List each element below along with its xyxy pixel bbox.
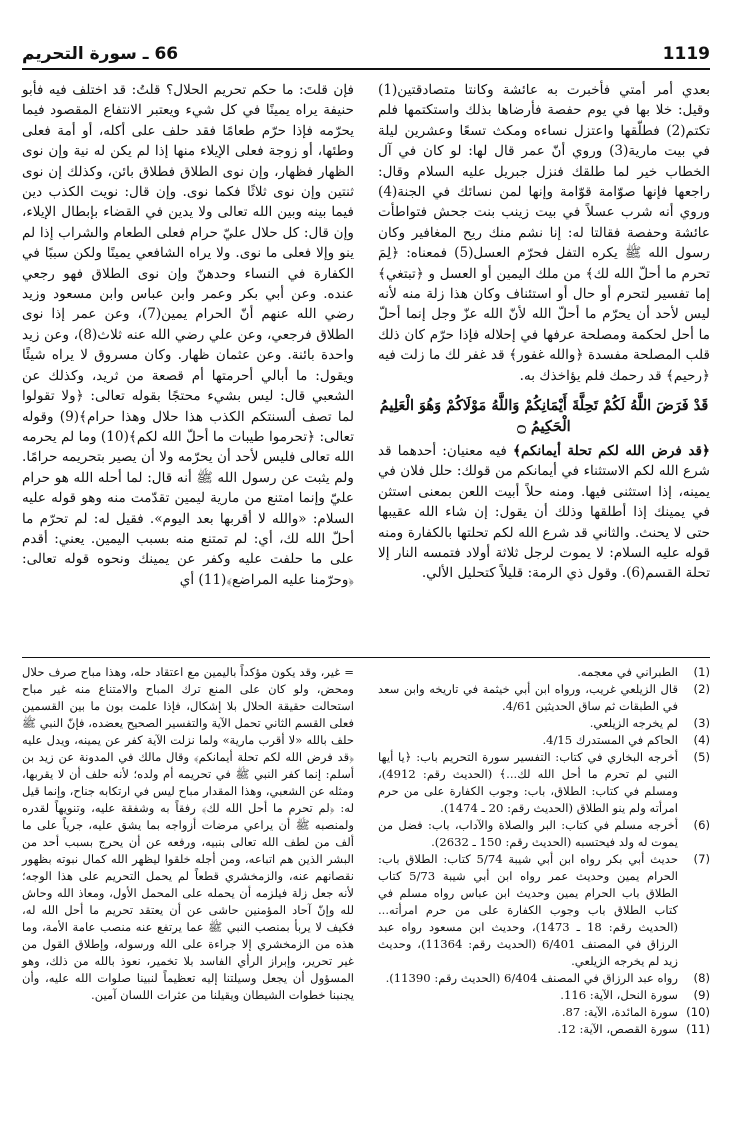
left-column: [22, 80, 354, 590]
footnote-list: [378, 664, 710, 1038]
footnote-number: (4): [693, 733, 710, 747]
footnote-item: [378, 1004, 710, 1021]
footnote-text: أخرجه البخاري في كتاب: التفسير سورة التحريم باب: ﴿يا أيها النبي لم تحرم ما أحل الله لك...﴾ (الحديث رقم: 4912)، ومسلم في كتاب: الطلاق، باب: وجوب الكفارة على من حرم امرأته ولم ينو الطلاق (الحديث رقم: 20 ـ 1474).: [378, 750, 678, 815]
footnote-item: [378, 732, 710, 749]
footnote-number: (5): [693, 750, 710, 764]
surah-title: 66 ـ سورة التحريم: [22, 44, 179, 64]
footnote-number: (11): [686, 1022, 710, 1036]
footnote-item: [378, 987, 710, 1004]
footnote-text: أخرجه مسلم في كتاب: البر والصلاة والآداب، باب: فضل من يموت له ولد فيحتسبه (الحديث رقم: 150 ـ 2632).: [378, 818, 678, 849]
footnote-text: حديث أبي بكر رواه ابن أبي شيبة 5/74 كتاب: الطلاق باب: الحرام يمين وحديث عمر رواه ابن أبي شيبة 5/73 كتاب الطلاق باب الحرام يمين وحديث ابن عباس رواه مسلم في كتاب الطلاق باب وجوب الكفارة على من حرم امرأته... (الحديث رقم: 18 ـ 1473)، وحديث ابن مسعود رواه عبد الرزاق في المصنف 6/401 (الحديث رقم: 11364)، وحديث زيد لم يخرجه الزيلعي.: [378, 852, 678, 968]
right-column-paragraph: بعدي أمر أمتي فأخبرت به عائشة وكانتا متصادقتين(1) وقيل: خلا بها في يوم حفصة فأرضاها بذلك واستكتمها فلم تكتم(2) فطلّقها واعتزل نساءه ومكث تسعًا وعشرين ليلة في بيت مارية(3) وروي أنّ عمر قال لها: لو كان في آل الخطاب خير لما طلقك فنزل جبريل عليه السلام وقال: راجعها فإنها صوّامة قوّامة وإنها لمن نسائك في الجنة(4) وروي أنه شرب عسلاً في بيت زينب بنت جحش فتواطأت عائشة وحفصة فقالتا له: إنا نشم منك ريح المغافير وكان رسول الله ﷺ يكره التفل فحرّم العسل(5) فمعناه: ﴿لِمَ تحرم ما أحلّ الله لك﴾ من ملك اليمين أو العسل و ﴿تبتغي﴾ إما تفسير لتحرم أو حال أو استئناف وكان هذا زلة منه لأنه ليس لأحد أن يحرّم ما أحلّ الله لأنّ الله عزّ وجل إنما أحلّ ما أحل لحكمة ومصلحة عرفها في إحلاله فإذا حرّم كان ذلك قلب المصلحة مفسدة ﴿والله غفور﴾ قد غفر لك ما زلت فيه ﴿رحيم﴾ قد رحمك فلم يؤاخذك به.: [378, 82, 710, 384]
footnote-text: سورة النحل، الآية: 116.: [560, 988, 678, 1002]
quran-verse: قَدْ فَرَضَ اللَّهُ لَكُمْ تَحِلَّةَ أَيْمَانِكُمْ وَاللَّهُ مَوْلَاكُمْ وَهُوَ الْعَلِيمُ الْحَكِيمُ ۝: [379, 397, 709, 435]
footnote-number: (6): [693, 818, 710, 832]
footnote-text: قال الزيلعي غريب، ورواه ابن أبي خيثمة في تاريخه وابن سعد في الطبقات ثم ساق الحديثين 4/61.: [378, 682, 678, 713]
footnotes: [378, 664, 710, 1038]
page-number: 1119: [662, 44, 710, 64]
page-header: [22, 44, 710, 72]
footnote-text: سورة المائدة، الآية: 87.: [561, 1005, 678, 1019]
footnote-number: (9): [693, 988, 710, 1002]
footnote-item: [378, 681, 710, 715]
footnote-number: (10): [686, 1005, 710, 1019]
footnote-item: [378, 749, 710, 817]
footnote-item: [378, 851, 710, 970]
verse-lead: ﴿قد فرض الله لكم تحلة أيمانكم﴾: [513, 442, 710, 459]
footnote-text: رواه عبد الرزاق في المصنف 6/404 (الحديث رقم: 11390).: [385, 971, 678, 985]
footnote-item: [378, 715, 710, 732]
footnote-item: [378, 1021, 710, 1038]
footnote-number: (1): [693, 665, 710, 679]
footnote-number: (3): [693, 716, 710, 730]
footnote-divider: [22, 657, 710, 658]
header-rule: [22, 68, 710, 70]
footnote-number: (2): [693, 682, 710, 696]
footnote-item: [378, 817, 710, 851]
footnote-item: [378, 664, 710, 681]
footnote-text: الطبراني في معجمه.: [577, 665, 678, 679]
commentary-text: فيه معنيان: أحدهما قد شرع الله لكم الاستثناء في أيمانكم من قولك: حلل فلان في يمينه، إذا استثنى فيها. ومنه حلاً أبيت اللعن بمعنى استثن في يمينك إذا أطلقها وذلك أن يقول: إن شاء الله عقيبها حتى لا يحنث. والثاني قد شرع الله لكم تحلتها بالكفارة ومنه قوله عليه السلام: لا يموت لرجل ثلاثة أولاد فتمسه النار إلا تحلة القسم(6). وقول ذي الرمة: قليلاً كتحليل الألي.: [378, 442, 710, 582]
side-note: [22, 664, 354, 1004]
footnote-text: لم يخرجه الزيلعي.: [589, 716, 678, 730]
footnote-text: الحاكم في المستدرك 4/15.: [542, 733, 678, 747]
footnote-item: [378, 970, 710, 987]
footnote-number: (7): [693, 852, 710, 866]
right-column-commentary: [378, 441, 710, 584]
right-column: [378, 80, 710, 584]
side-note-text: = غير، وقد يكون مؤكداً باليمين مع اعتقاد حله، وهذا مباح صرف حلال ومحض، ولو كان على المنع ترك المباح والامتناع منه غير مباح استحالت حقيقة الحلال بلا إشكال، فإذا علمت بون ما بين القسمين فعلى القسم الثاني تحمل الآية والتفسير الصحيح يعضده، فإنّ النبي ﷺ حلف بالله «لا أقرب مارية» ولما نزلت الآية كفر عن يمينه، ويدل عليه ﴿قد فرض الله لكم تحلة أيمانكم﴾ وقال مالك في المدونة عن زيد بن أسلم: إنما كفر النبي ﷺ في تحريمه أم ولده؛ لأنه حلف أن لا يقربها، ومثله عن الشعبي، وهذا المقدار مباح ليس في ارتكابه جناح، وإنما قيل له: ﴿لم تحرم ما أحل الله لك﴾ رفقاً به وشفقة عليه، وتنويهاً لقدره ولمنصبه ﷺ أن يراعي مرضات أزواجه بما يشق عليه، جرياً على ما ألف من لطف الله تعالى بنبيه، ورفعه عن أن يحرج بسبب أحد من البشر الذين هم اتباعه، ومن أجله خلقوا ليظهر الله كمال نبوته بظهور نقصانهم عنه، والزمخشري قطعاً لم يحمل التحريم على هذا الوجه؛ لأنه جعل زلة فيلزمه أن يحمله على المحمل الأول، ومعاذ الله وحاش لله وإنّ آحاد المؤمنين حاشى عن أن يعتقد تحريم ما أحل الله له، فكيف لا يربأ بمنصب النبي ﷺ عما يرتفع عنه منصب عامة الأمة، وما هذه من الزمخشري إلا جراءة على الله ورسوله، وإطلاق القول من غير تحرير، وإبراز الرأي الفاسد بلا تخمير، نعوذ بالله من ذلك، وهو المسؤول أن يجعل وسيلتنا إليه تعظيماً لنبينا صلوات الله عليه، وأن يجنبنا خطوات الشيطان ويقيلنا من عثرات اللسان آمين.: [22, 665, 354, 1002]
footnote-text: سورة القصص، الآية: 12.: [557, 1022, 678, 1036]
footnote-number: (8): [693, 971, 710, 985]
left-column-paragraph: فإن قلتَ: ما حكم تحريم الحلال؟ قلتُ: قد اختلف فيه فأبو حنيفة يراه يمينًا في كل شيء ويعتبر الانتفاع المقصود فيما يحرّمه فإذا حرّم طعامًا فقد حلف على أكله، أو أمة فعلى وطئها، أو زوجة فعلى الإيلاء منها إذا لم يكن له نية وإن نوى الظهار فظهار، وإن نوى الطلاق فطلاق بائن، وكذلك إن نوى ثنتين وإن نوى ثلاثًا فكما نوى. وإن قال: نويت الكذب دين فيما بينه وبين الله تعالى ولا يدين في القضاء بإبطال الإيلاء، وإن قال: كل حلال عليّ حرام فعلى الطعام والشراب إذا لم ينو وإلا فعلى ما نوى. ولا يراه الشافعي يمينًا ولكن سببًا في الكفارة في النساء وحدهنّ وإن نوى الطلاق فهو رجعي عنده. وعن أبي بكر وعمر وابن عباس وابن مسعود وزيد رضي الله عنهم أنّ الحرام يمين(7)، وعن عمر إذا نوى الطلاق فرجعي، وعن علي رضي الله عنه ثلاث(8)، وعن زيد واحدة بائنة. وعن عثمان ظهار. وكان مسروق لا يراه شيئًا ويقول: ما أبالي أحرمتها أم قصعة من ثريد، وكذلك عن الشعبي قال: ليس بشيء محتجًا بقوله تعالى: ﴿ولا تقولوا لما تصف ألسنتكم الكذب هذا حلال وهذا حرام﴾(9) وقوله تعالى: ﴿تحرموا طيبات ما أحلّ الله لكم﴾(10) وما لم يحرمه الله تعالى فليس لأحد أن يحرّمه ولا أن يصير بتحريمه حرامًا. ولم يثبت عن رسول الله ﷺ أنه قال: لما أحله الله هو حرام عليّ وإنما امتنع من مارية ليمين تقدّمت منه وهو قوله عليه السلام: «والله لا أقربها بعد اليوم». فقيل له: لم تحرّم ما أحلّ الله لك، أي: لم تمتنع منه بسبب اليمين. يعني: أقدم على ما حلفت عليه وكفر عن يمينك ونحوه قوله تعالى: ﴿وحرّمنا عليه المراضع﴾(11) أي: [22, 82, 355, 588]
